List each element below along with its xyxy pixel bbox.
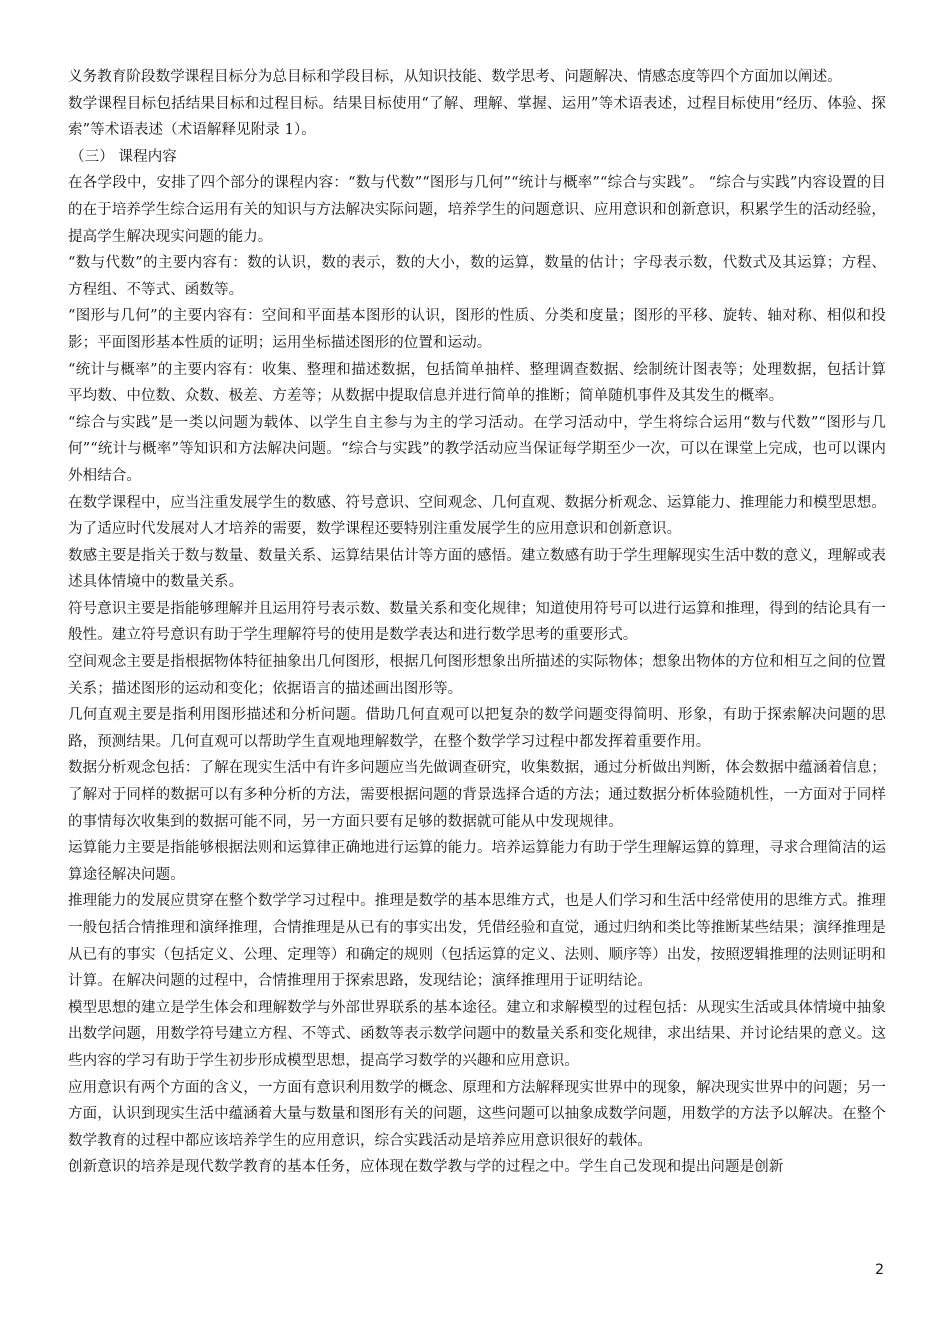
paragraph-result-process-goals: 数学课程目标包括结果目标和过程目标。结果目标使用“了解、理解、掌握、运用”等术语表述，过程目标使用“经历、体验、探索”等术语表述（术语解释见附录 1）。 [68,95,886,139]
paragraph-spatial-concept: 空间观念主要是指根据物体特征抽象出几何图形，根据几何图形想象出所描述的实际物体；想象出物体的方位和相互之间的位置关系；描述图形的运动和变化；依据语言的描述画出图形等。 [68,654,886,697]
paragraph-number-sense: 数感主要是指关于数与数量、数量关系、运算结果估计等方面的感悟。建立数感有助于学生理解现实生活中数的意义，理解或表述具体情境中的数量关系。 [68,547,886,591]
paragraph-course-goals-intro: 义务教育阶段数学课程目标分为总目标和学段目标，从知识技能、数学思考、问题解决、情感态度等四个方面加以阐述。 [68,69,842,85]
paragraph-application-awareness: 应用意识有两个方面的含义，一方面有意识利用数学的概念、原理和方法解释现实世界中的现象，解决现实世界中的问题；另一方面，认识到现实生活中蕴涵着大量与数量和图形有关的问题，这些问题可以抽象成数学问题，用数学的方法予以解决。在整个数学教育的过程中都应该培养学生的应用意识，综合实践活动是培养应用意识很好的载体。 [68,1079,886,1149]
paragraph-geometric-intuition: 几何直观主要是指利用图形描述和分析问题。借助几何直观可以把复杂的数学问题变得简明、形象，有助于探索解决问题的思路，预测结果。几何直观可以帮助学生直观地理解数学，在整个数学学习过程中都发挥着重要作用。 [68,707,886,750]
paragraph-synthesis-practice: “综合与实践”是一类以问题为载体、以学生自主参与为主的学习活动。在学习活动中，学生将综合运用“数与代数”“图形与几何”“统计与概率”等知识和方法解决问题。“综合与实践”的教学活动应当保证每学期至少一次，可以在课堂上完成，也可以课内外相结合。 [68,414,886,484]
paragraph-computation-ability: 运算能力主要是指能够根据法则和运算律正确地进行运算的能力。培养运算能力有助于学生理解运算的算理，寻求合理简洁的运算途径解决问题。 [68,840,886,883]
section-heading-course-content: （三） 课程内容 [70,148,177,165]
paragraph-four-content-areas: 在各学段中，安排了四个部分的课程内容：“数与代数”“图形与几何”“统计与概率”“综合与实践”。 “综合与实践”内容设置的目的在于培养学生综合运用有关的知识与方法解决实际问题，培养学生的问题意识、应用意识和创新意识，积累学生的活动经验，提高学生解决现实问题的能力。 [68,175,886,245]
paragraph-innovation-awareness: 创新意识的培养是现代数学教育的基本任务，应体现在数学教与学的过程之中。学生自己发现和提出问题是创新 [68,1159,784,1176]
paragraph-number-algebra: “数与代数”的主要内容有：数的认识，数的表示，数的大小，数的运算，数量的估计；字母表示数，代数式及其运算；方程、方程组、不等式、函数等。 [68,255,886,298]
paragraph-reasoning-ability: 推理能力的发展应贯穿在整个数学学习过程中。推理是数学的基本思维方式，也是人们学习和生活中经常使用的思维方式。推理一般包括合情推理和演绎推理，合情推理是从已有的事实出发，凭借经验和直觉，通过归纳和类比等推断某些结果；演绎推理是从已有的事实（包括定义、公理、定理等）和确定的规则（包括运算的定义、法则、顺序等）出发，按照逻辑推理的法则证明和计算。在解决问题的过程中，合情推理用于探索思路，发现结论；演绎推理用于证明结论。 [68,893,886,990]
paragraph-geometry: “图形与几何”的主要内容有：空间和平面基本图形的认识，图形的性质、分类和度量；图形的平移、旋转、轴对称、相似和投影；平面图形基本性质的证明；运用坐标描述图形的位置和运动。 [68,308,886,351]
paragraph-core-competencies: 在数学课程中，应当注重发展学生的数感、符号意识、空间观念、几何直观、数据分析观念、运算能力、推理能力和模型思想。为了适应时代发展对人才培养的需要，数学课程还要特别注重发展学生的应用意识和创新意识。 [68,494,886,538]
document-body [68,64,886,1181]
page-number: 2 [875,1262,884,1278]
paragraph-symbol-awareness: 符号意识主要是指能够理解并且运用符号表示数、数量关系和变化规律；知道使用符号可以进行运算和推理，得到的结论具有一般性。建立符号意识有助于学生理解符号的使用是数学表达和进行数学思考的重要形式。 [68,600,886,644]
paragraph-statistics-probability: “统计与概率”的主要内容有：收集、整理和描述数据，包括简单抽样、整理调查数据、绘制统计图表等；处理数据，包括计算平均数、中位数、众数、极差、方差等；从数据中提取信息并进行简单的推断；简单随机事件及其发生的概率。 [68,361,886,405]
paragraph-data-analysis: 数据分析观念包括：了解在现实生活中有许多问题应当先做调查研究，收集数据，通过分析做出判断，体会数据中蕴涵着信息；了解对于同样的数据可以有多种分析的方法，需要根据问题的背景选择合适的方法；通过数据分析体验随机性，一方面对于同样的事情每次收集到的数据可能不同，另一方面只要有足够的数据就可能从中发现规律。 [68,760,886,830]
paragraph-modeling-thought: 模型思想的建立是学生体会和理解数学与外部世界联系的基本途径。建立和求解模型的过程包括：从现实生活或具体情境中抽象出数学问题，用数学符号建立方程、不等式、函数等表示数学问题中的数量关系和变化规律，求出结果、并讨论结果的意义。这些内容的学习有助于学生初步形成模型思想，提高学习数学的兴趣和应用意识。 [68,999,886,1069]
